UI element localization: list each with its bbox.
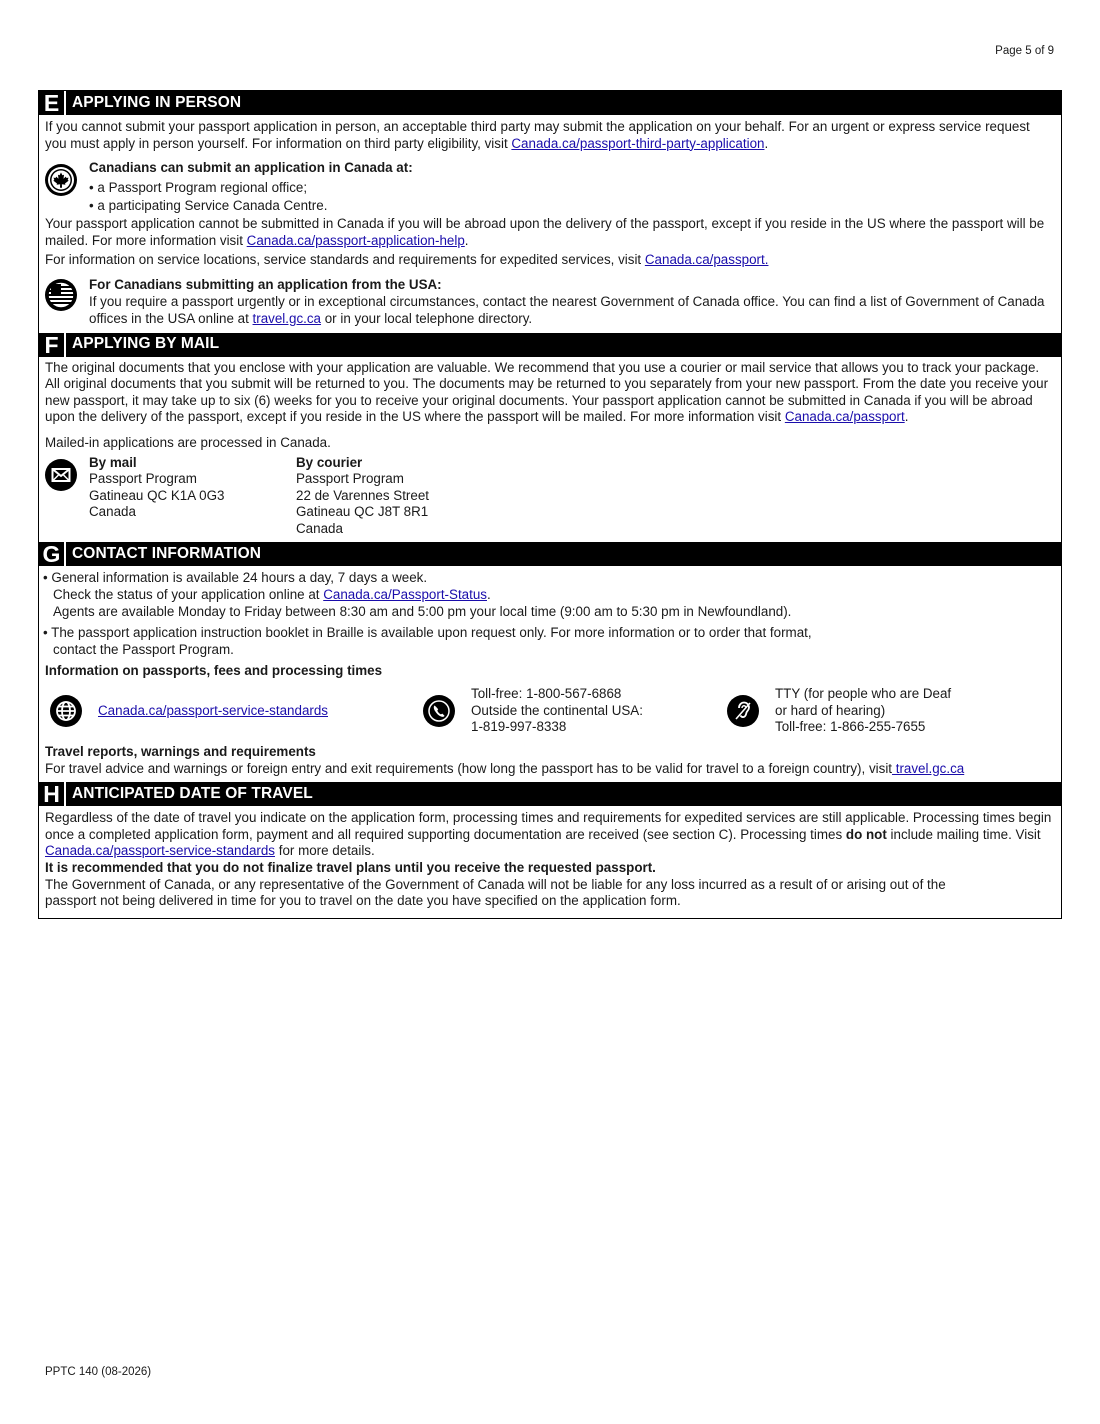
section-g-header <box>39 542 1061 566</box>
mail-paragraph <box>45 360 1055 426</box>
phone-line: 1-819-997-8338 <box>471 719 567 735</box>
canada-block <box>45 161 1055 215</box>
list-item: • a Passport Program regional office; <box>89 179 308 195</box>
address-line: Canada <box>296 520 343 536</box>
paragraph-text: For travel advice and warnings or foreign entry and exit requirements (how long the passport has to be valid for travel to a foreign country), visit <box>45 760 893 776</box>
liability-text: The Government of Canada, or any representative of the Government of Canada will not be liable for any loss incurred as a result of or arising out of the passport not being delivered in time for you to travel on the date you have specified on the application form. <box>45 876 946 909</box>
paragraph-text: . <box>904 409 909 425</box>
form-code: PPTC 140 (08-2026) <box>45 1366 152 1378</box>
address-line: Passport Program <box>89 471 197 487</box>
tty-line: or hard of hearing) <box>775 702 886 718</box>
page-number: Page 5 of 9 <box>995 45 1054 57</box>
section-letter: F <box>39 333 66 357</box>
address-line: 22 de Varennes Street <box>296 487 430 503</box>
hearing-icon <box>727 695 759 727</box>
paragraph-text: . <box>764 135 769 151</box>
braille-info <box>43 625 1055 658</box>
braille-line: contact the Passport Program. <box>53 641 234 657</box>
phone-text <box>471 686 643 736</box>
section-f-header <box>39 333 1061 357</box>
passport-link[interactable]: Canada.ca/passport. <box>644 252 769 268</box>
phone-contact <box>423 686 727 736</box>
paragraph-text: . <box>486 587 491 603</box>
processing-paragraph <box>45 810 1055 860</box>
travel-link[interactable]: travel.gc.ca <box>892 760 965 776</box>
addresses-block <box>45 455 1055 538</box>
service-standards-link[interactable]: Canada.ca/passport-service-standards <box>98 702 328 718</box>
courier-heading: By courier <box>296 454 363 470</box>
phone-icon <box>423 695 455 727</box>
paragraph-text: The original documents that you enclose with your application are valuable. We recommend that you use a courier or mail service that allows you to track your package. All original documents that you submit will be returned to you. The documents may be returned to you separately from your new passport. From the date you receive your new passport, it may take up to six (6) weeks for you to receive your original documents. Your passport application cannot be submitted in Canada if you will be abroad upon the delivery of the passport, except if you reside in the US where the passport will be mailed. For more information visit <box>45 359 1049 425</box>
abroad-paragraph <box>45 216 1055 249</box>
mail-heading: By mail <box>89 454 137 470</box>
section-h-body <box>39 806 1061 918</box>
tty-text <box>775 686 951 736</box>
third-party-paragraph <box>45 119 1055 152</box>
tty-contact <box>727 686 951 736</box>
travel-paragraph <box>43 761 1055 778</box>
canada-text <box>89 161 413 215</box>
emphasis-text: do not <box>845 826 887 842</box>
usa-text <box>89 278 1055 328</box>
usa-paragraph <box>89 294 1055 327</box>
phone-line: Outside the continental USA: <box>471 702 643 718</box>
web-contact <box>43 695 423 727</box>
paragraph-text: include mailing time. Visit <box>886 826 1041 842</box>
address-line: Canada <box>89 504 136 520</box>
section-title: ANTICIPATED DATE OF TRAVEL <box>72 784 313 802</box>
section-e-header <box>39 91 1061 115</box>
processed-text: Mailed-in applications are processed in Canada. <box>45 434 331 450</box>
travel-link[interactable]: travel.gc.ca <box>252 310 322 326</box>
paragraph-text: For information on service locations, service standards and requirements for expedited services, visit <box>45 252 645 268</box>
tty-line: Toll-free: 1-866-255-7655 <box>775 719 926 735</box>
section-f-body <box>39 357 1061 543</box>
passport-link[interactable]: Canada.ca/passport <box>784 409 905 425</box>
address-line: Gatineau QC J8T 8R1 <box>296 504 429 520</box>
passport-status-link[interactable]: Canada.ca/Passport-Status <box>323 587 487 603</box>
service-paragraph <box>45 252 1055 269</box>
agents-line: Agents are available Monday to Friday between 8:30 am and 5:00 pm your local time (9:00 am to 5:30 pm in Newfoundland). <box>53 603 792 619</box>
paragraph-text: Check the status of your application online at <box>53 587 324 603</box>
phone-line: Toll-free: 1-800-567-6868 <box>471 686 622 702</box>
application-help-link[interactable]: Canada.ca/passport-application-help <box>246 232 465 248</box>
list-item: • a participating Service Canada Centre. <box>89 198 328 214</box>
paragraph-text: Regardless of the date of travel you indicate on the application form, processing times and requirements for expedited services are still applicable. Processing times begin once a completed application form, payment and all required supporting documentation are received (see section C). Processing times <box>45 810 1052 842</box>
status-line <box>43 587 1055 604</box>
tty-line: TTY (for people who are Deaf <box>775 686 952 702</box>
passport-form-page <box>38 90 1062 919</box>
section-g-body <box>39 566 1061 782</box>
by-courier-address <box>296 455 429 538</box>
paragraph-text: . <box>464 232 469 248</box>
service-standards-link[interactable]: Canada.ca/passport-service-standards <box>45 843 275 859</box>
canada-heading: Canadians can submit an application in Canada at: <box>89 160 413 176</box>
travel-heading: Travel reports, warnings and requirements <box>45 744 316 760</box>
paragraph-text: Your passport application cannot be submitted in Canada if you will be abroad upon the delivery of the passport, except if you reside in the US where the passport will be mailed. For more information visit <box>45 215 1045 248</box>
third-party-link[interactable]: Canada.ca/passport-third-party-application <box>511 135 765 151</box>
section-e-body <box>39 115 1061 333</box>
paragraph-text: or in your local telephone directory. <box>321 310 533 326</box>
general-line: • General information is available 24 hours a day, 7 days a week. <box>43 570 428 586</box>
section-letter: G <box>39 542 66 566</box>
address-line: Passport Program <box>296 471 404 487</box>
recommendation-text: It is recommended that you do not finalize travel plans until you receive the requested passport. <box>45 860 656 875</box>
paragraph-text: If you cannot submit your passport application in person, an acceptable third party may submit the application on your behalf. For an urgent or express service request you must apply in person yourself. For information on third party eligibility, visit <box>45 119 1030 151</box>
maple-leaf-icon <box>45 164 77 196</box>
section-letter: H <box>39 782 66 806</box>
paragraph-text: If you require a passport urgently or in exceptional circumstances, contact the nearest Government of Canada office. You can find a list of Government of Canada offices in the USA online at <box>89 294 1045 326</box>
envelope-icon <box>45 459 77 491</box>
section-title: CONTACT INFORMATION <box>72 545 262 563</box>
section-letter: E <box>39 91 66 115</box>
contact-row <box>43 684 1055 738</box>
info-heading: Information on passports, fees and processing times <box>45 663 383 679</box>
by-mail-address <box>89 455 296 521</box>
braille-line: • The passport application instruction booklet in Braille is available upon request only. For more information or to order that format, <box>43 625 812 641</box>
section-h-header <box>39 782 1061 806</box>
section-title: APPLYING IN PERSON <box>72 93 242 111</box>
globe-icon <box>50 695 82 727</box>
address-line: Gatineau QC K1A 0G3 <box>89 487 225 503</box>
usa-block <box>45 278 1055 328</box>
general-info <box>43 570 1055 620</box>
paragraph-text: for more details. <box>275 843 375 859</box>
section-title: APPLYING BY MAIL <box>72 335 220 353</box>
usa-heading: For Canadians submitting an application from the USA: <box>89 276 442 292</box>
us-flag-icon <box>45 279 77 311</box>
